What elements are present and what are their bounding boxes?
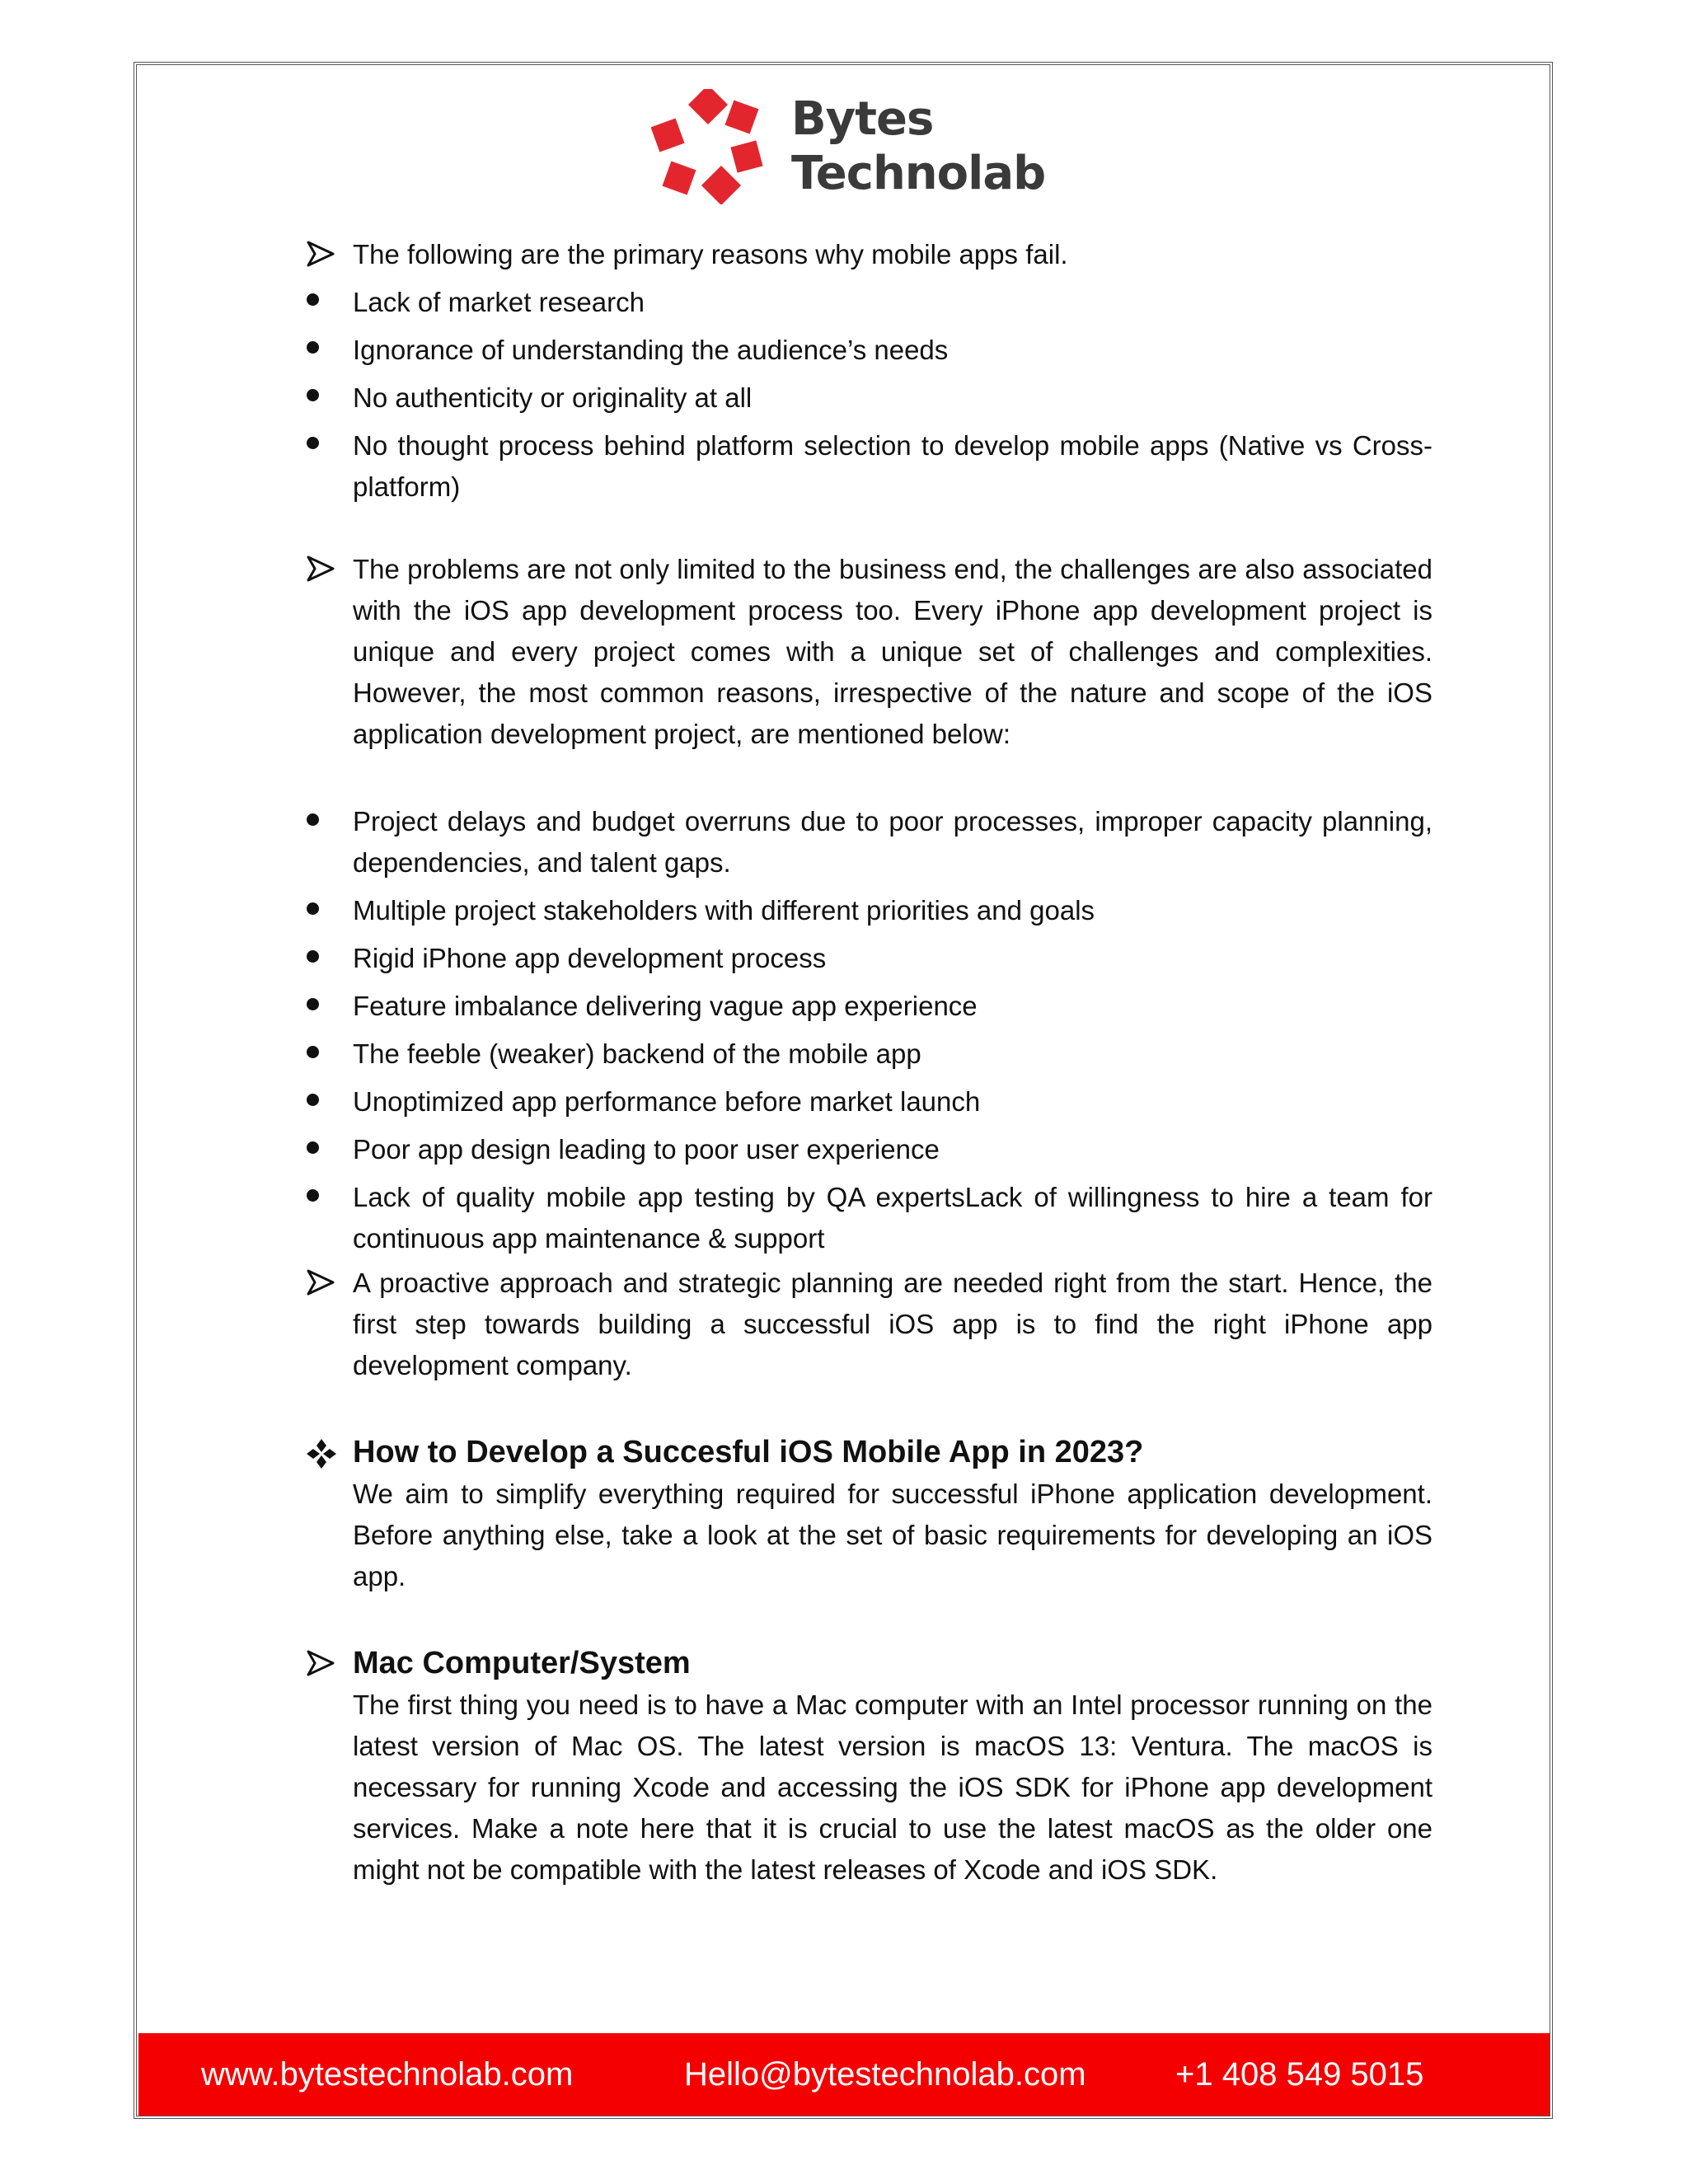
bullet-dot-icon bbox=[307, 998, 319, 1010]
section2-intro: The problems are not only limited to the business end, the challenges are also associated with the iOS app development process too. Every iPhone app development project is unique and every project comes with a unique set of challenges and complexities. However, the most common reasons, irrespective of the nature and scope of the iOS application development project, are mentioned below: bbox=[353, 554, 1432, 749]
list-item: Project delays and budget overruns due to poor processes, improper capacity planning, dependencies, and talent gaps. bbox=[353, 806, 1432, 878]
diamond-bullet-icon bbox=[305, 1437, 338, 1470]
section4-body: The first thing you need is to have a Mac computer with an Intel processor running on the latest version of Mac OS. The latest version is macOS 13: Ventura. The macOS is necessary for running Xcode and accessing the iOS SDK for iPhone app development services. Make a note here that it is crucial to use the latest macOS as the older one might not be compatible with the latest releases of Xcode and iOS SDK. bbox=[353, 1690, 1432, 1885]
footer-email-link[interactable]: Hello@bytestechnolab.com bbox=[684, 2056, 1086, 2093]
section4-heading: Mac Computer/System bbox=[353, 1646, 691, 1680]
logo-mark-icon bbox=[651, 89, 767, 204]
brand-name-line1: Bytes bbox=[791, 92, 934, 146]
list-item: The feeble (weaker) backend of the mobile app bbox=[353, 1038, 921, 1069]
section2-closing: A proactive approach and strategic planning are needed right from the start. Hence, the first step towards building a successful iOS app is to find the right iPhone app development company. bbox=[353, 1268, 1432, 1380]
footer-bar bbox=[138, 2033, 1550, 2116]
footer-phone-link[interactable]: +1 408 549 5015 bbox=[1175, 2056, 1424, 2093]
list-item: Multiple project stakeholders with different priorities and goals bbox=[353, 895, 1095, 926]
arrow-bullet-icon bbox=[305, 1266, 338, 1299]
list-item: Rigid iPhone app development process bbox=[353, 943, 827, 973]
arrow-bullet-icon bbox=[305, 237, 338, 270]
bullet-dot-icon bbox=[307, 341, 319, 354]
list-item: No authenticity or originality at all bbox=[353, 382, 753, 413]
list-item: Poor app design leading to poor user experience bbox=[353, 1134, 940, 1165]
section3-heading: How to Develop a Succesful iOS Mobile App in 2023? bbox=[353, 1435, 1144, 1469]
bullet-dot-icon bbox=[307, 389, 319, 401]
bullet-dot-icon bbox=[307, 293, 319, 306]
bullet-dot-icon bbox=[307, 813, 319, 826]
section3-body: We aim to simplify everything required for successful iPhone application development. Before anything else, take a look at the set of basic requirements for developing an iOS app. bbox=[353, 1479, 1432, 1591]
bullet-dot-icon bbox=[307, 902, 319, 915]
brand-logo bbox=[651, 89, 1046, 204]
brand-name-line2: Technolab bbox=[791, 147, 1046, 200]
list-item: Lack of market research bbox=[353, 287, 645, 317]
list-item: Lack of quality mobile app testing by QA expertsLack of willingness to hire a team for continuous app maintenance & support bbox=[353, 1182, 1432, 1254]
bullet-dot-icon bbox=[307, 437, 319, 449]
bullet-dot-icon bbox=[307, 1189, 319, 1202]
bullet-dot-icon bbox=[307, 950, 319, 963]
bullet-dot-icon bbox=[307, 1094, 319, 1106]
list-item: Feature imbalance delivering vague app experience bbox=[353, 991, 978, 1021]
arrow-bullet-icon bbox=[305, 552, 338, 585]
bullet-dot-icon bbox=[307, 1046, 319, 1058]
footer-website-link[interactable]: www.bytestechnolab.com bbox=[201, 2056, 574, 2093]
bullet-dot-icon bbox=[307, 1141, 319, 1154]
arrow-bullet-icon bbox=[305, 1647, 338, 1680]
section1-intro: The following are the primary reasons why mobile apps fail. bbox=[353, 239, 1068, 269]
brand-name bbox=[791, 92, 1045, 201]
list-item: No thought process behind platform selection to develop mobile apps (Native vs Cross-platform) bbox=[353, 430, 1432, 502]
list-item: Unoptimized app performance before market launch bbox=[353, 1086, 981, 1117]
list-item: Ignorance of understanding the audience’s needs bbox=[353, 335, 949, 365]
